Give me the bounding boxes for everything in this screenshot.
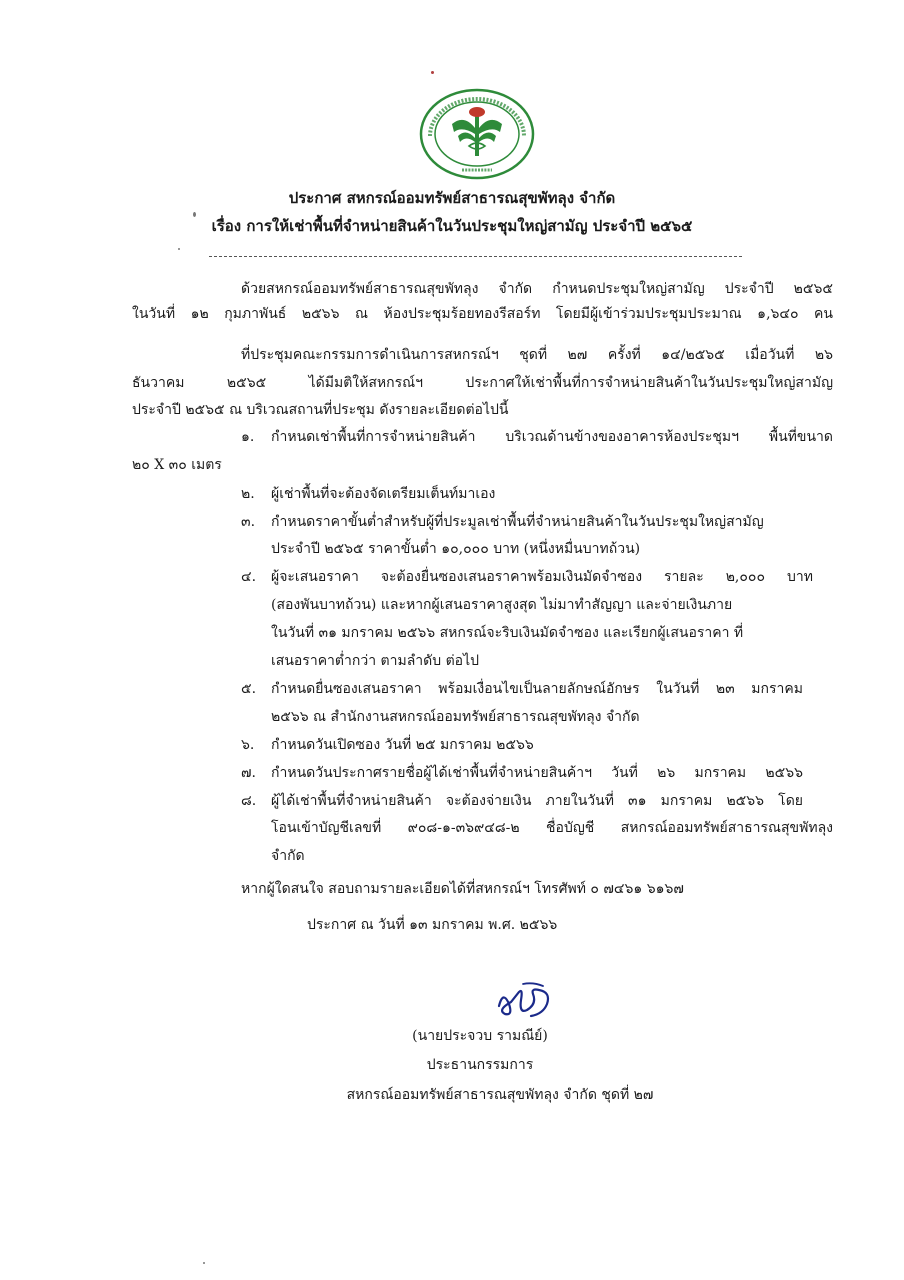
item-number: ๒. xyxy=(241,486,255,502)
item-5-line-2: ๒๕๖๖ ณ สำนักงานสหกรณ์ออมทรัพย์สาธารณสุขพัทลุง จำกัด xyxy=(271,709,640,725)
item-number: ๕. xyxy=(241,681,257,697)
paragraph-1-line-2: ในวันที่ ๑๒ กุมภาพันธ์ ๒๕๖๖ ณ ห้องประชุมร้อยทองรีสอร์ท โดยมีผู้เข้าร่วมประชุมประมาณ ๑,๖๔๐ คน xyxy=(132,306,833,322)
item-number: ๔. xyxy=(241,569,257,585)
item-4-line-1: ผู้จะเสนอราคา จะต้องยื่นซองเสนอราคาพร้อมเงินมัดจำซอง รายละ ๒,๐๐๐ บาท xyxy=(271,569,813,585)
item-number: ๑. xyxy=(241,429,255,445)
item-8-line-1: ผู้ได้เช่าพื้นที่จำหน่ายสินค้า จะต้องจ่ายเงิน ภายในวันที่ ๓๑ มกราคม ๒๕๖๖ โดย xyxy=(271,793,803,809)
item-number: ๗. xyxy=(241,765,256,781)
item-1-line-1: กำหนดเช่าพื้นที่การจำหน่ายสินค้า บริเวณด้านข้างของอาคารห้องประชุมฯ พื้นที่ขนาด xyxy=(271,429,833,445)
title-divider xyxy=(209,256,742,257)
item-3-line-1: กำหนดราคาขั้นต่ำสำหรับผู้ที่ประมูลเช่าพื้นที่จำหน่ายสินค้าในวันประชุมใหญ่สามัญ xyxy=(271,514,764,530)
item-number: ๓. xyxy=(241,514,256,530)
signatory-name: (นายประจวบ รามณีย์) xyxy=(412,1028,548,1044)
paragraph-1-line-1: ด้วยสหกรณ์ออมทรัพย์สาธารณสุขพัทลุง จำกัด กำหนดประชุมใหญ่สามัญ ประจำปี ๒๕๖๕ xyxy=(241,281,833,297)
paragraph-2-line-1: ที่ประชุมคณะกรรมการดำเนินการสหกรณ์ฯ ชุดที่ ๒๗ ครั้งที่ ๑๔/๒๕๖๕ เมื่อวันที่ ๒๖ xyxy=(241,347,833,363)
scan-speck xyxy=(203,1262,205,1264)
scan-speck xyxy=(178,248,180,250)
item-2-line-1: ผู้เช่าพื้นที่จะต้องจัดเตรียมเต็นท์มาเอง xyxy=(271,486,496,502)
cooperative-logo xyxy=(418,88,536,180)
announcement-date: ประกาศ ณ วันที่ ๑๓ มกราคม พ.ศ. ๒๕๖๖ xyxy=(307,917,558,933)
handwritten-signature xyxy=(493,980,563,1022)
item-6-line-1: กำหนดวันเปิดซอง วันที่ ๒๕ มกราคม ๒๕๖๖ xyxy=(271,737,534,753)
paragraph-2-line-2: ธันวาคม ๒๕๖๕ ได้มีมติให้สหกรณ์ฯ ประกาศให้เช่าพื้นที่การจำหน่ายสินค้าในวันประชุมใหญ่สามัญ xyxy=(132,375,833,391)
scan-speck xyxy=(431,71,434,74)
item-5-line-1: กำหนดยื่นซองเสนอราคา พร้อมเงื่อนไขเป็นลายลักษณ์อักษร ในวันที่ ๒๓ มกราคม xyxy=(271,681,803,697)
logo-emblem xyxy=(452,107,502,156)
item-3-line-2: ประจำปี ๒๕๖๕ ราคาขั้นต่ำ ๑๐,๐๐๐ บาท (หนึ่งหมื่นบาทถ้วน) xyxy=(271,541,641,557)
item-4-line-4: เสนอราคาต่ำกว่า ตามลำดับ ต่อไป xyxy=(271,653,479,669)
signatory-position: ประธานกรรมการ xyxy=(426,1057,534,1073)
item-8-line-3: จำกัด xyxy=(271,848,305,864)
item-8-line-2: โอนเข้าบัญชีเลขที่ ๙๐๘-๑-๓๖๙๔๘-๒ ชื่อบัญชี สหกรณ์ออมทรัพย์สาธารณสุขพัทลุง xyxy=(271,820,833,836)
item-4-line-2: (สองพันบาทถ้วน) และหากผู้เสนอราคาสูงสุด ไม่มาทำสัญญา และจ่ายเงินภาย xyxy=(271,597,733,613)
item-number: ๘. xyxy=(241,793,257,809)
contact-info: หากผู้ใดสนใจ สอบถามรายละเอียดได้ที่สหกรณ์ฯ โทรศัพท์ ๐ ๗๔๖๑ ๖๑๖๗ xyxy=(241,881,684,897)
item-number: ๖. xyxy=(241,737,255,753)
signatory-organization: สหกรณ์ออมทรัพย์สาธารณสุขพัทลุง จำกัด ชุดที่ ๒๗ xyxy=(346,1087,654,1103)
document-title: ประกาศ สหกรณ์ออมทรัพย์สาธารณสุขพัทลุง จำกัด xyxy=(288,189,616,207)
scan-speck xyxy=(193,212,196,217)
paragraph-2-line-3: ประจำปี ๒๕๖๕ ณ บริเวณสถานที่ประชุม ดังรายละเอียดต่อไปนี้ xyxy=(132,402,509,418)
item-7-line-1: กำหนดวันประกาศรายชื่อผู้ได้เช่าพื้นที่จำหน่ายสินค้าฯ วันที่ ๒๖ มกราคม ๒๕๖๖ xyxy=(271,765,803,781)
item-1-line-2: ๒๐ X ๓๐ เมตร xyxy=(132,457,222,473)
item-4-line-3: ในวันที่ ๓๑ มกราคม ๒๕๖๖ สหกรณ์จะริบเงินมัดจำซอง และเรียกผู้เสนอราคา ที่ xyxy=(271,625,744,641)
document-subject: เรื่อง การให้เช่าพื้นที่จำหน่ายสินค้าในวันประชุมใหญ่สามัญ ประจำปี ๒๕๖๕ xyxy=(211,217,693,235)
